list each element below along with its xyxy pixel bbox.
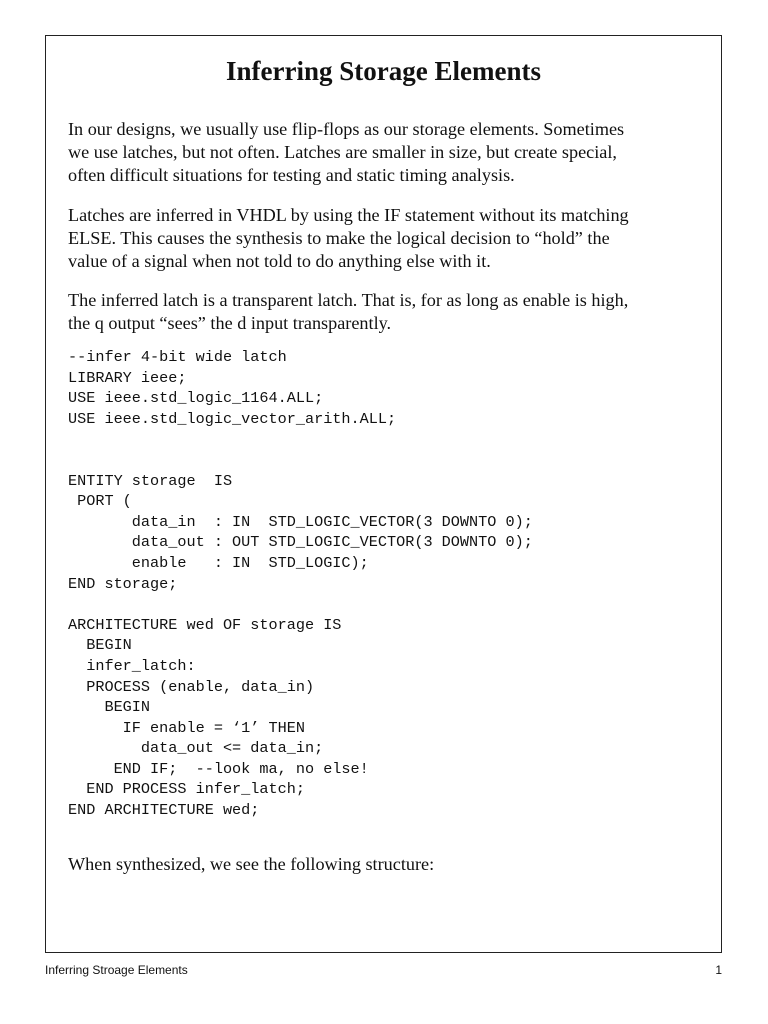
footer-title: Inferring Stroage Elements <box>45 963 188 977</box>
vhdl-code-block: --infer 4-bit wide latch LIBRARY ieee; USE ieee.std_logic_1164.ALL; USE ieee.std_logic_vector_arith.ALL; ENTITY storage IS PORT ( data_in : IN STD_LOGIC_VECTOR(3 DOWNTO 0); data_out : OUT STD_LOGIC_VECTOR(3 DOWNTO 0); enable : IN STD_LOGIC); END storage; ARCHITECTURE wed OF storage IS BEGIN infer_latch: PROCESS (enable, data_in) BEGIN IF enable = ‘1’ THEN data_out <= data_in; END IF; --look ma, no else! END PROCESS infer_latch; END ARCHITECTURE wed; <box>68 348 533 820</box>
page-number: 1 <box>715 963 722 977</box>
paragraph-synthesized-structure: When synthesized, we see the following structure: <box>68 854 435 874</box>
paragraph-latch-inference: Latches are inferred in VHDL by using the IF statement without its matching ELSE. This causes the synthesis to make the logical decision to “hold” the value of a signal when not told to do anything else with it. <box>68 205 629 271</box>
page-frame <box>45 35 722 953</box>
paragraph-transparent-latch: The inferred latch is a transparent latch. That is, for as long as enable is high, the q output “sees” the d input transparently. <box>68 290 629 333</box>
paragraph-storage-elements: In our designs, we usually use flip-flops as our storage elements. Sometimes we use latches, but not often. Latches are smaller in size, but create special, often difficult situations for testing and static timing analysis. <box>68 119 625 185</box>
page-title: Inferring Storage Elements <box>226 56 541 86</box>
